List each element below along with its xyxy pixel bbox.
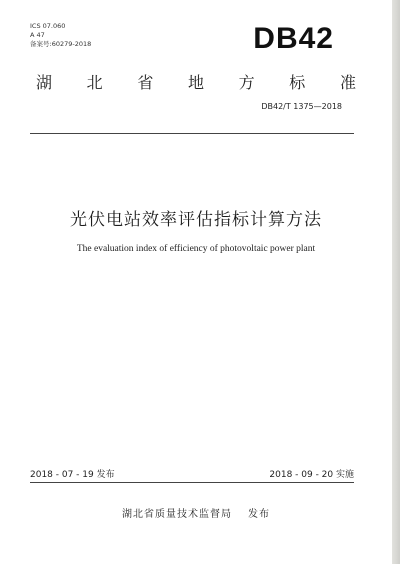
top-divider (30, 133, 354, 134)
date-row (30, 467, 354, 480)
title-char: 方 (238, 73, 255, 92)
bottom-divider (30, 482, 354, 483)
standard-number: DB42/T 1375—2018 (261, 102, 342, 111)
standard-code: DB42 (253, 22, 334, 55)
issuer-line (0, 505, 392, 520)
issue-date: 2018 - 07 - 19 发布 (30, 470, 115, 480)
classification-block (30, 22, 91, 49)
title-char: 地 (187, 73, 204, 92)
ics-code: ICS 07.060 (30, 22, 66, 30)
implement-date: 2018 - 09 - 20 实施 (269, 470, 354, 480)
title-char: 准 (339, 73, 356, 92)
record-number: 备案号:60279-2018 (30, 40, 92, 48)
page-edge (392, 0, 400, 564)
document-title-chinese: 光伏电站效率评估指标计算方法 (70, 210, 322, 230)
title-char: 湖 (36, 73, 53, 92)
title-char: 省 (137, 73, 154, 92)
document-title-english: The evaluation index of efficiency of photovoltaic power plant (76, 244, 316, 254)
standard-type-title (36, 70, 356, 93)
issuer-action: 发布 (248, 509, 270, 520)
title-char: 标 (289, 73, 306, 92)
ccs-code: A 47 (30, 31, 45, 39)
title-char: 北 (86, 73, 103, 92)
issuer-name: 湖北省质量技术监督局 (122, 509, 232, 520)
